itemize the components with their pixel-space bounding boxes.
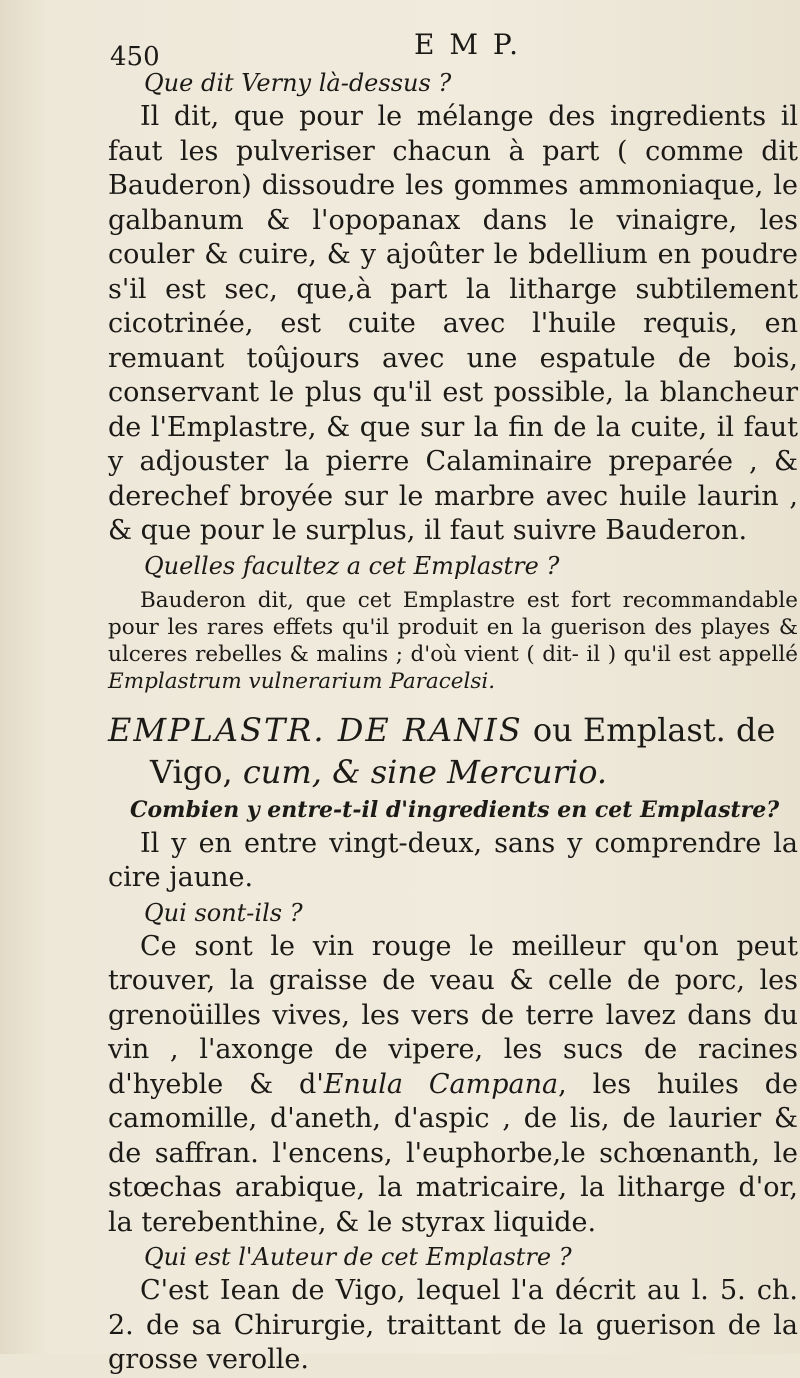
answer-facultez [108, 587, 798, 695]
page-text [108, 66, 798, 1378]
section-title-caps: EMPLASTR. DE RANIS [108, 710, 523, 749]
answer-auteur: C'est Iean de Vigo, lequel l'a décrit au l. 5. ch. 2. de sa Chirurgie, traittant de la guerison de la grosse verolle. [108, 1275, 798, 1375]
answer-qui-sont-rest: , les huiles de camomille, d'aneth, d'aspic , de lis, de laurier & de saffran. l'encens, l'euphorbe,le schœnanth, le stœchas arabique, la matricaire, la litharge d'or, la terebenthine, & le styrax liquide. [108, 1068, 798, 1238]
section-title-rest: ou Emplast. de [522, 710, 776, 749]
section-subtitle [108, 751, 798, 793]
page-header [0, 28, 800, 72]
enula-campana: Enula Campana [323, 1068, 559, 1100]
section-title [108, 709, 798, 751]
question-auteur: Qui est l'Auteur de cet Emplastre ? [144, 1243, 572, 1271]
page-number: 450 [110, 42, 160, 72]
question-facultez: Quelles facultez a cet Emplastre ? [144, 551, 560, 580]
question-verny: Que dit Verny là-dessus ? [144, 69, 452, 97]
section-subtitle-italic: cum, & sine Mercurio. [242, 752, 608, 791]
answer-qui-sont [108, 930, 798, 1241]
answer-facultez-text: Bauderon dit, que cet Emplastre est fort recommandable pour les rares effets qu'il produit en la guerison des playes & ulceres rebelles & malins ; d'où vient ( dit- il ) qu'il est appellé [108, 587, 798, 667]
question-combien: Combien y entre-t-il d'ingredients en cet Emplastre? [130, 796, 780, 823]
running-head: E M P. [414, 28, 521, 61]
question-qui-sont: Qui sont-ils ? [144, 898, 303, 927]
section-subtitle-plain: Vigo, [150, 752, 243, 791]
answer-qui-sont-text: Ce sont le vin rouge le meilleur qu'on peut trouver, la graisse de veau & celle de porc, les grenoüilles vives, les vers de terre lavez dans du vin , l'axonge de vipere, les sucs de racines d'hyeble & d' [108, 930, 798, 1100]
answer-combien: Il y en entre vingt-deux, sans y comprendre la cire jaune. [108, 827, 798, 893]
answer-verny: Il dit, que pour le mélange des ingredients il faut les pulveriser chacun à part ( comme dit Bauderon) dissoudre les gommes ammoniaque, le galbanum & l'opopanax dans le vinaigre, les couler & cuire, & y ajoûter le bdellium en poudre s'il est sec, que,à part la litharge subtilement cicotrinée, est cuite avec l'huile requis, en remuant toûjours avec une espatule de bois, conservant le plus qu'il est possible, la blancheur de l'Emplastre, & que sur la fin de la cuite, il faut y adjouster la pierre Calaminaire preparée , & derechef broyée sur le marbre avec huile laurin , & que pour le surplus, il faut suivre Bauderon. [108, 101, 798, 546]
emplastrum-vulnerarium: Emplastrum vulnerarium Paracelsi. [108, 668, 496, 694]
